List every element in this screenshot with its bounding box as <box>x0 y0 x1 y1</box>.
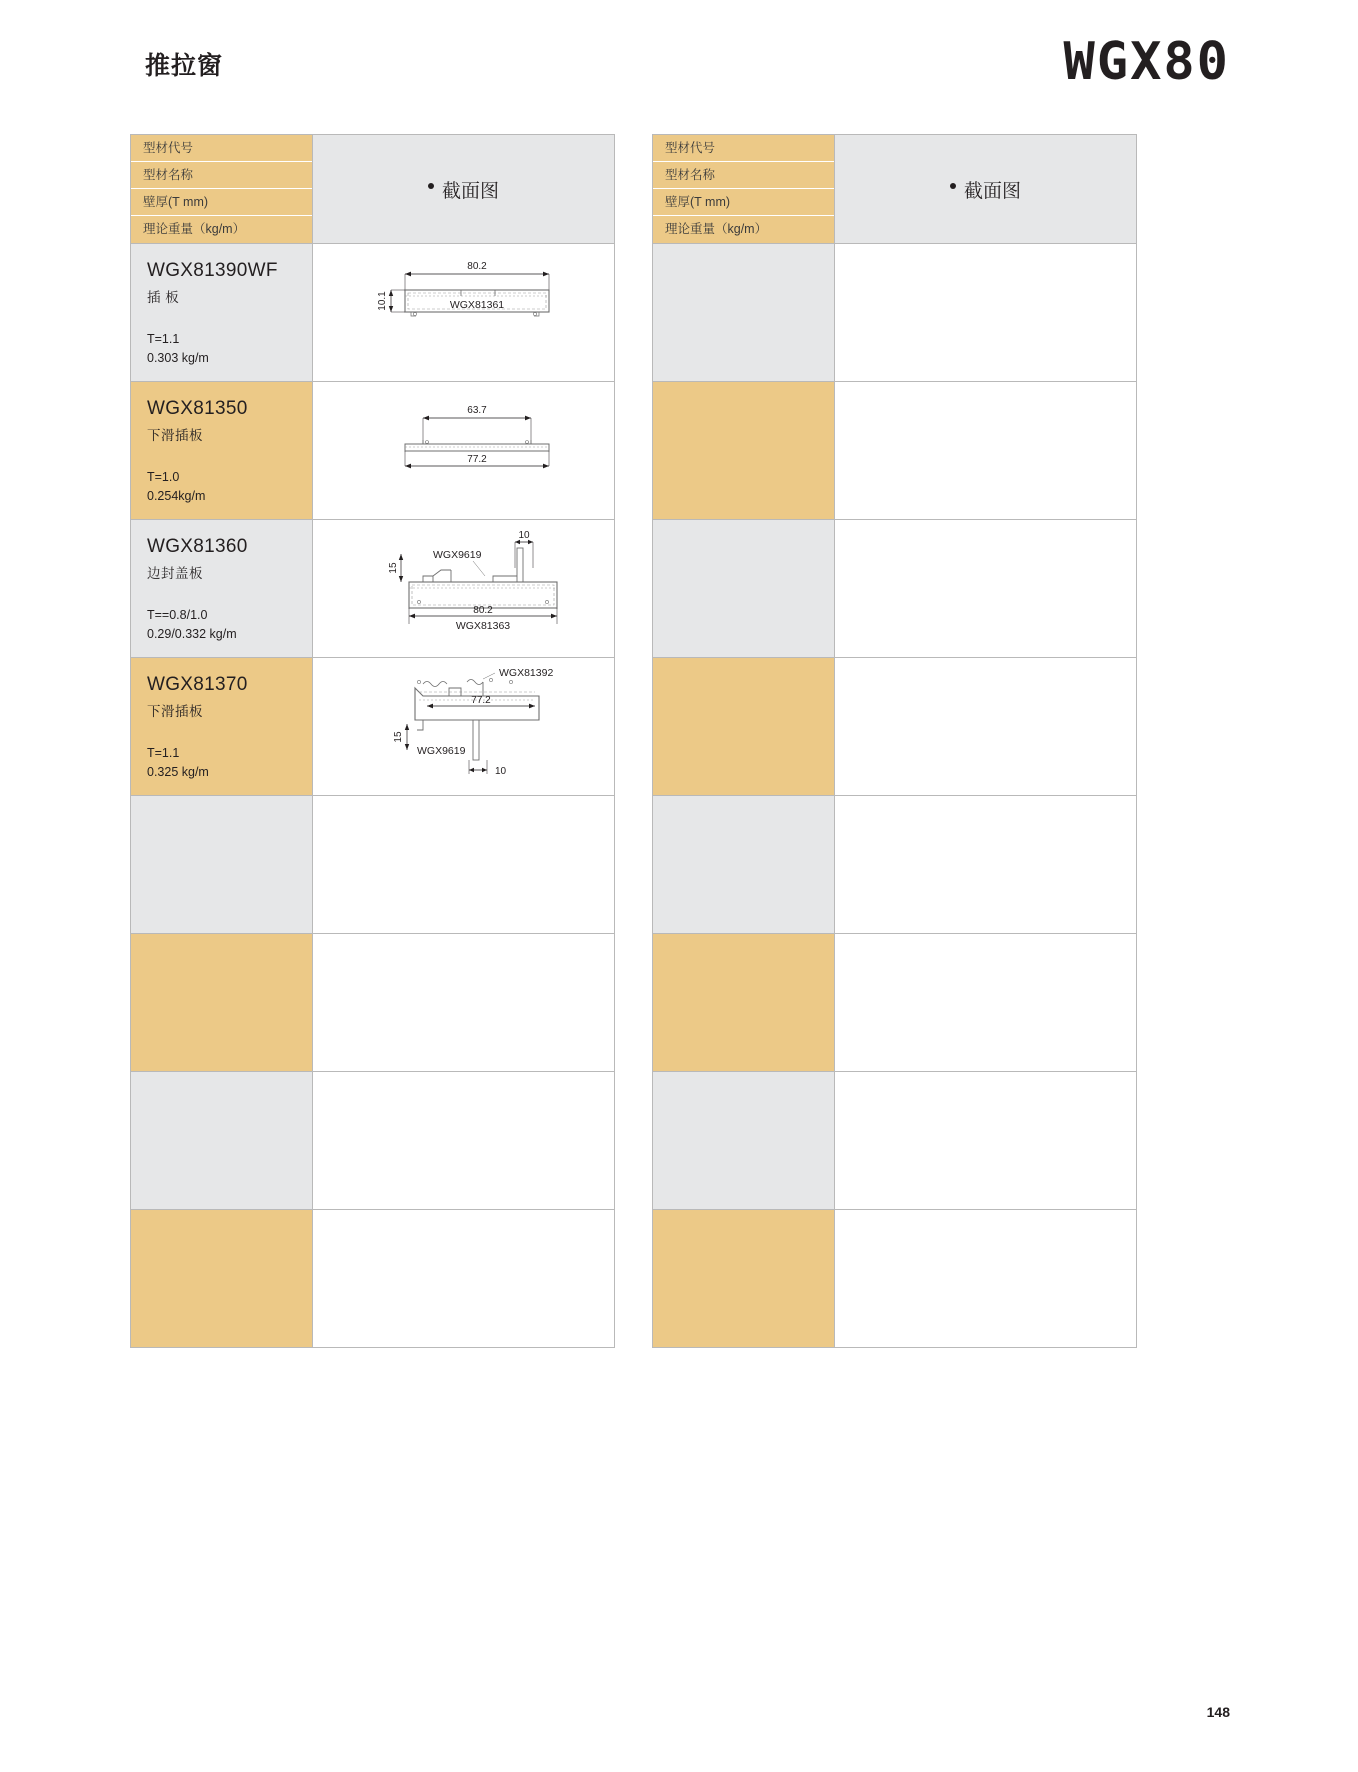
table-row <box>131 934 614 1072</box>
row-figure-cell <box>313 1072 614 1209</box>
row-info-cell <box>131 796 313 933</box>
table-row <box>653 382 1136 520</box>
profile-code: WGX81350 <box>147 398 248 419</box>
row-figure-cell <box>835 796 1136 933</box>
header-label-thickness: 壁厚(T mm) <box>653 189 834 216</box>
table-row <box>653 796 1136 934</box>
page-title: 推拉窗 <box>145 52 224 80</box>
row-info-cell <box>131 1072 313 1209</box>
profile-name: 边封盖板 <box>147 565 203 581</box>
section-drawing-3 <box>313 520 614 657</box>
profile-name: 插 板 <box>147 289 180 305</box>
row-info-cell <box>131 520 313 657</box>
profile-spec <box>147 330 312 368</box>
row-info-cell <box>653 520 835 657</box>
section-drawing-2 <box>313 382 614 519</box>
dim-label-10b: 10 <box>495 766 507 777</box>
table-row <box>131 520 614 658</box>
profile-table-left <box>130 134 615 1348</box>
dim-label-772: 77.2 <box>471 695 491 706</box>
header-label-name: 型材名称 <box>131 162 312 189</box>
table-row <box>653 934 1136 1072</box>
row-figure-cell <box>313 796 614 933</box>
profile-weight: 0.254kg/m <box>147 488 206 503</box>
dim-label-802: 80.2 <box>473 605 493 616</box>
row-info-cell <box>131 1210 313 1347</box>
row-figure-cell <box>313 382 614 519</box>
row-info-cell <box>653 658 835 795</box>
section-drawing-4 <box>313 658 614 795</box>
page-header <box>0 32 1358 116</box>
profile-weight: 0.303 kg/m <box>147 350 209 365</box>
page-number: 148 <box>1206 1704 1230 1720</box>
header-figure-text: 截面图 <box>963 180 1021 202</box>
row-figure-cell <box>313 658 614 795</box>
row-info-cell <box>131 382 313 519</box>
profile-code: WGX81370 <box>147 674 248 695</box>
row-figure-cell <box>835 520 1136 657</box>
row-figure-cell <box>313 934 614 1071</box>
profile-code: WGX81390WF <box>147 260 278 281</box>
profile-weight: 0.29/0.332 kg/m <box>147 626 237 641</box>
header-label-thickness: 壁厚(T mm) <box>131 189 312 216</box>
row-info-cell <box>653 934 835 1071</box>
bullet-icon <box>950 183 956 189</box>
table-row <box>131 1072 614 1210</box>
row-info-cell <box>653 796 835 933</box>
row-info-cell <box>131 658 313 795</box>
profile-thickness: T=1.0 <box>147 469 180 484</box>
table-row <box>131 1210 614 1347</box>
profile-code: WGX81360 <box>147 536 248 557</box>
header-label-weight: 理论重量（kg/m） <box>653 216 834 243</box>
header-label-section-figure <box>835 135 1136 243</box>
header-label-section-figure <box>313 135 614 243</box>
dim-label-width: 80.2 <box>467 261 487 272</box>
dim-label-10: 10 <box>518 530 530 541</box>
header-figure-text: 截面图 <box>441 180 499 202</box>
table-row <box>653 520 1136 658</box>
series-code: WGX80 <box>1063 32 1230 92</box>
header-label-name: 型材名称 <box>653 162 834 189</box>
profile-table-right <box>652 134 1137 1348</box>
dim-label-15: 15 <box>388 562 399 574</box>
table-header-labels <box>131 135 313 243</box>
row-info-cell <box>653 1072 835 1209</box>
row-info-cell <box>653 244 835 381</box>
profile-thickness: T==0.8/1.0 <box>147 607 208 622</box>
profile-name: 下滑插板 <box>147 703 203 719</box>
table-row <box>131 796 614 934</box>
row-figure-cell <box>313 244 614 381</box>
table-row <box>653 244 1136 382</box>
header-label-weight: 理论重量（kg/m） <box>131 216 312 243</box>
part-code-wgx9619: WGX9619 <box>433 549 482 561</box>
bullet-icon <box>428 183 434 189</box>
row-info-cell <box>131 244 313 381</box>
table-header-right <box>653 135 1136 244</box>
table-row <box>131 658 614 796</box>
part-code-wgx9619b: WGX9619 <box>417 745 466 757</box>
header-label-code: 型材代号 <box>653 135 834 162</box>
profile-thickness: T=1.1 <box>147 745 180 760</box>
part-code-wgx81392: WGX81392 <box>499 667 554 679</box>
part-code-wgx81363: WGX81363 <box>455 620 511 632</box>
table-row <box>653 658 1136 796</box>
dim-label-height: 10.1 <box>377 291 388 311</box>
row-figure-cell <box>835 1072 1136 1209</box>
profile-thickness: T=1.1 <box>147 331 180 346</box>
row-figure-cell <box>313 520 614 657</box>
section-drawing-1 <box>313 244 614 381</box>
row-info-cell <box>131 934 313 1071</box>
row-figure-cell <box>835 658 1136 795</box>
profile-spec <box>147 468 312 506</box>
profile-spec <box>147 606 312 644</box>
profile-spec <box>147 744 312 782</box>
row-figure-cell <box>835 244 1136 381</box>
part-code-label: WGX81361 <box>449 299 505 311</box>
table-row <box>653 1072 1136 1210</box>
dim-label-15b: 15 <box>393 731 404 743</box>
profile-name: 下滑插板 <box>147 427 203 443</box>
row-info-cell <box>653 382 835 519</box>
header-label-code: 型材代号 <box>131 135 312 162</box>
dim-label-outer: 77.2 <box>467 454 487 465</box>
table-row <box>131 382 614 520</box>
row-figure-cell <box>835 934 1136 1071</box>
row-figure-cell <box>835 1210 1136 1347</box>
table-header-left <box>131 135 614 244</box>
table-row <box>131 244 614 382</box>
row-info-cell <box>653 1210 835 1347</box>
profile-weight: 0.325 kg/m <box>147 764 209 779</box>
table-header-labels <box>653 135 835 243</box>
dim-label-inner: 63.7 <box>467 405 487 416</box>
row-figure-cell <box>835 382 1136 519</box>
row-figure-cell <box>313 1210 614 1347</box>
table-row <box>653 1210 1136 1347</box>
